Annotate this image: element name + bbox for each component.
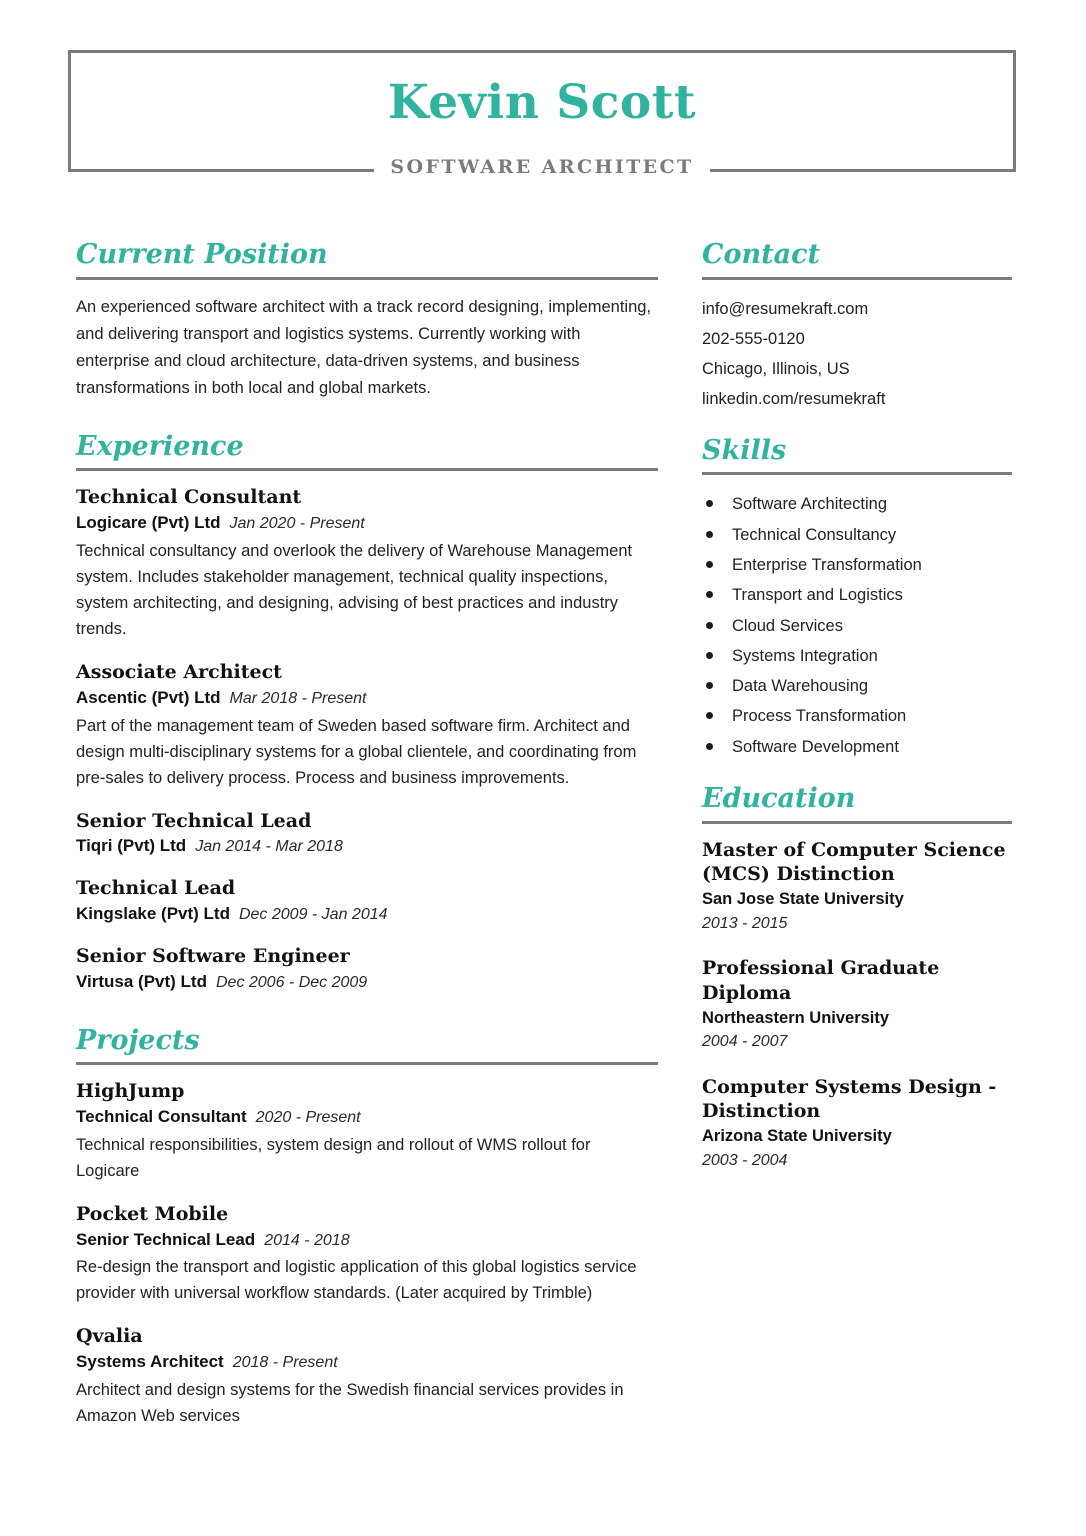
experience-organization: Virtusa (Pvt) Ltd <box>76 971 207 991</box>
skill-item <box>702 550 1012 580</box>
right-column <box>702 240 1012 1193</box>
bullet-icon <box>706 682 713 689</box>
project-meta <box>76 1351 658 1374</box>
experience-organization: Kingslake (Pvt) Ltd <box>76 903 230 923</box>
skill-label: Process Transformation <box>732 707 907 726</box>
section-rule <box>76 468 658 471</box>
section-projects <box>76 1026 658 1430</box>
section-rule <box>702 277 1012 280</box>
candidate-job-title-text: SOFTWARE ARCHITECT <box>374 158 709 177</box>
experience-meta <box>76 971 658 994</box>
project-description: Technical responsibilities, system design and rollout of WMS rollout for Logicare <box>76 1135 591 1180</box>
bullet-icon <box>706 500 713 507</box>
spacer <box>76 1012 658 1026</box>
skills-list <box>702 489 1012 762</box>
experience-title: Senior Software Engineer <box>76 944 350 967</box>
project-entry <box>76 1202 658 1307</box>
education-entry <box>702 838 1012 934</box>
education-years: 2004 - 2007 <box>702 1033 788 1051</box>
experience-description: Part of the management team of Sweden based software firm. Architect and design multi-disciplinary systems for a global clientele, and coordinating from pre-sales to delivery process. Process and business improvements. <box>76 716 637 787</box>
section-rule <box>702 821 1012 824</box>
section-title-contact: Contact <box>702 239 821 270</box>
education-school: Northeastern University <box>702 1008 890 1027</box>
experience-entry <box>76 660 658 791</box>
skill-label: Data Warehousing <box>732 677 869 696</box>
skill-label: Technical Consultancy <box>732 525 897 544</box>
section-skills <box>702 436 1012 762</box>
project-meta <box>76 1106 658 1129</box>
experience-meta <box>76 687 658 710</box>
bullet-icon <box>706 561 713 568</box>
section-rule <box>76 277 658 280</box>
bullet-icon <box>706 531 713 538</box>
skill-label: Enterprise Transformation <box>732 555 922 574</box>
education-years: 2003 - 2004 <box>702 1151 788 1169</box>
section-current-position <box>76 240 658 402</box>
skill-item <box>702 701 1012 731</box>
project-entry <box>76 1079 658 1184</box>
skill-label: Cloud Services <box>732 616 843 635</box>
experience-organization: Tiqri (Pvt) Ltd <box>76 836 187 856</box>
experience-organization: Logicare (Pvt) Ltd <box>76 513 221 533</box>
project-dates: 2020 - Present <box>255 1108 361 1126</box>
experience-dates: Mar 2018 - Present <box>229 689 367 707</box>
candidate-name: Kevin Scott <box>387 75 697 130</box>
bullet-icon <box>706 743 713 750</box>
project-dates: 2018 - Present <box>232 1354 338 1372</box>
project-title: Pocket Mobile <box>76 1202 229 1225</box>
skill-label: Software Development <box>732 737 899 756</box>
section-contact <box>702 240 1012 414</box>
skill-item <box>702 611 1012 641</box>
skill-item <box>702 671 1012 701</box>
skill-item <box>702 520 1012 550</box>
education-school: San Jose State University <box>702 890 904 909</box>
experience-title: Technical Lead <box>76 877 236 900</box>
education-degree: Computer Systems Design - Distinction <box>702 1075 997 1123</box>
project-entry <box>76 1324 658 1429</box>
experience-entry <box>76 485 658 642</box>
experience-title: Associate Architect <box>76 661 282 683</box>
project-role: Technical Consultant <box>76 1106 247 1126</box>
bullet-icon <box>706 712 713 719</box>
experience-meta <box>76 835 658 858</box>
project-title: HighJump <box>76 1080 185 1103</box>
section-title-skills: Skills <box>702 434 787 466</box>
section-rule <box>702 472 1012 475</box>
project-dates: 2014 - 2018 <box>264 1231 350 1249</box>
education-degree: Professional Graduate Diploma <box>702 957 940 1004</box>
experience-entry <box>76 809 658 859</box>
skill-label: Software Architecting <box>732 495 887 514</box>
contact-phone[interactable]: 202-555-0120 <box>702 329 805 348</box>
candidate-job-title <box>68 158 1016 177</box>
experience-dates: Jan 2020 - Present <box>229 515 365 533</box>
section-rule <box>76 1062 658 1065</box>
skill-item <box>702 641 1012 671</box>
experience-dates: Jan 2014 - Mar 2018 <box>195 838 343 856</box>
section-experience <box>76 432 658 994</box>
experience-dates: Dec 2006 - Dec 2009 <box>215 973 368 991</box>
bullet-icon <box>706 652 713 659</box>
section-title-projects: Projects <box>76 1024 200 1056</box>
contact-location: Chicago, Illinois, US <box>702 359 850 378</box>
experience-entry <box>76 944 658 994</box>
project-role: Systems Architect <box>76 1352 224 1372</box>
project-description: Re-design the transport and logistic application of this global logistics service provider with universal workflow standards. (Later acquired by Trimble) <box>76 1258 637 1303</box>
spacer <box>702 414 1012 436</box>
experience-meta <box>76 903 658 926</box>
education-degree: Master of Computer Science (MCS) Distinction <box>702 838 1006 886</box>
skill-item <box>702 580 1012 610</box>
section-title-education: Education <box>702 783 856 815</box>
project-title: Qvalia <box>76 1325 143 1348</box>
contact-email[interactable]: info@resumekraft.com <box>702 299 869 318</box>
current-position-summary: An experienced software architect with a track record designing, implementing, and delivering transport and logistics systems. Currently working with enterprise and cloud architecture, data-driven systems, and business transformations in both local and global markets. <box>76 297 652 397</box>
section-title-current-position: Current Position <box>76 239 328 270</box>
skill-item <box>702 489 1012 519</box>
experience-organization: Ascentic (Pvt) Ltd <box>76 687 221 707</box>
section-title-experience: Experience <box>76 430 244 462</box>
left-column <box>76 240 658 1447</box>
skill-label: Transport and Logistics <box>732 586 903 605</box>
project-role: Senior Technical Lead <box>76 1229 256 1249</box>
experience-title: Technical Consultant <box>76 486 302 509</box>
project-description: Architect and design systems for the Swedish financial services provides in Amazon Web services <box>76 1381 624 1426</box>
experience-dates: Dec 2009 - Jan 2014 <box>238 905 388 923</box>
project-meta <box>76 1229 658 1252</box>
experience-meta <box>76 512 658 535</box>
experience-title: Senior Technical Lead <box>76 809 312 832</box>
bullet-icon <box>706 622 713 629</box>
section-education <box>702 784 1012 1171</box>
contact-linkedin[interactable]: linkedin.com/resumekraft <box>702 389 886 408</box>
education-years: 2013 - 2015 <box>702 914 788 932</box>
education-entry <box>702 956 1012 1052</box>
bullet-icon <box>706 591 713 598</box>
experience-description: Technical consultancy and overlook the delivery of Warehouse Management system. Includes stakeholder management, technical quality inspections, system architecting, and designing, advising of best practices and industry trends. <box>76 542 633 638</box>
spacer <box>76 402 658 432</box>
skill-item <box>702 732 1012 762</box>
experience-entry <box>76 876 658 926</box>
education-entry <box>702 1075 1012 1171</box>
spacer <box>702 762 1012 784</box>
skill-label: Systems Integration <box>732 646 878 665</box>
education-school: Arizona State University <box>702 1127 892 1146</box>
